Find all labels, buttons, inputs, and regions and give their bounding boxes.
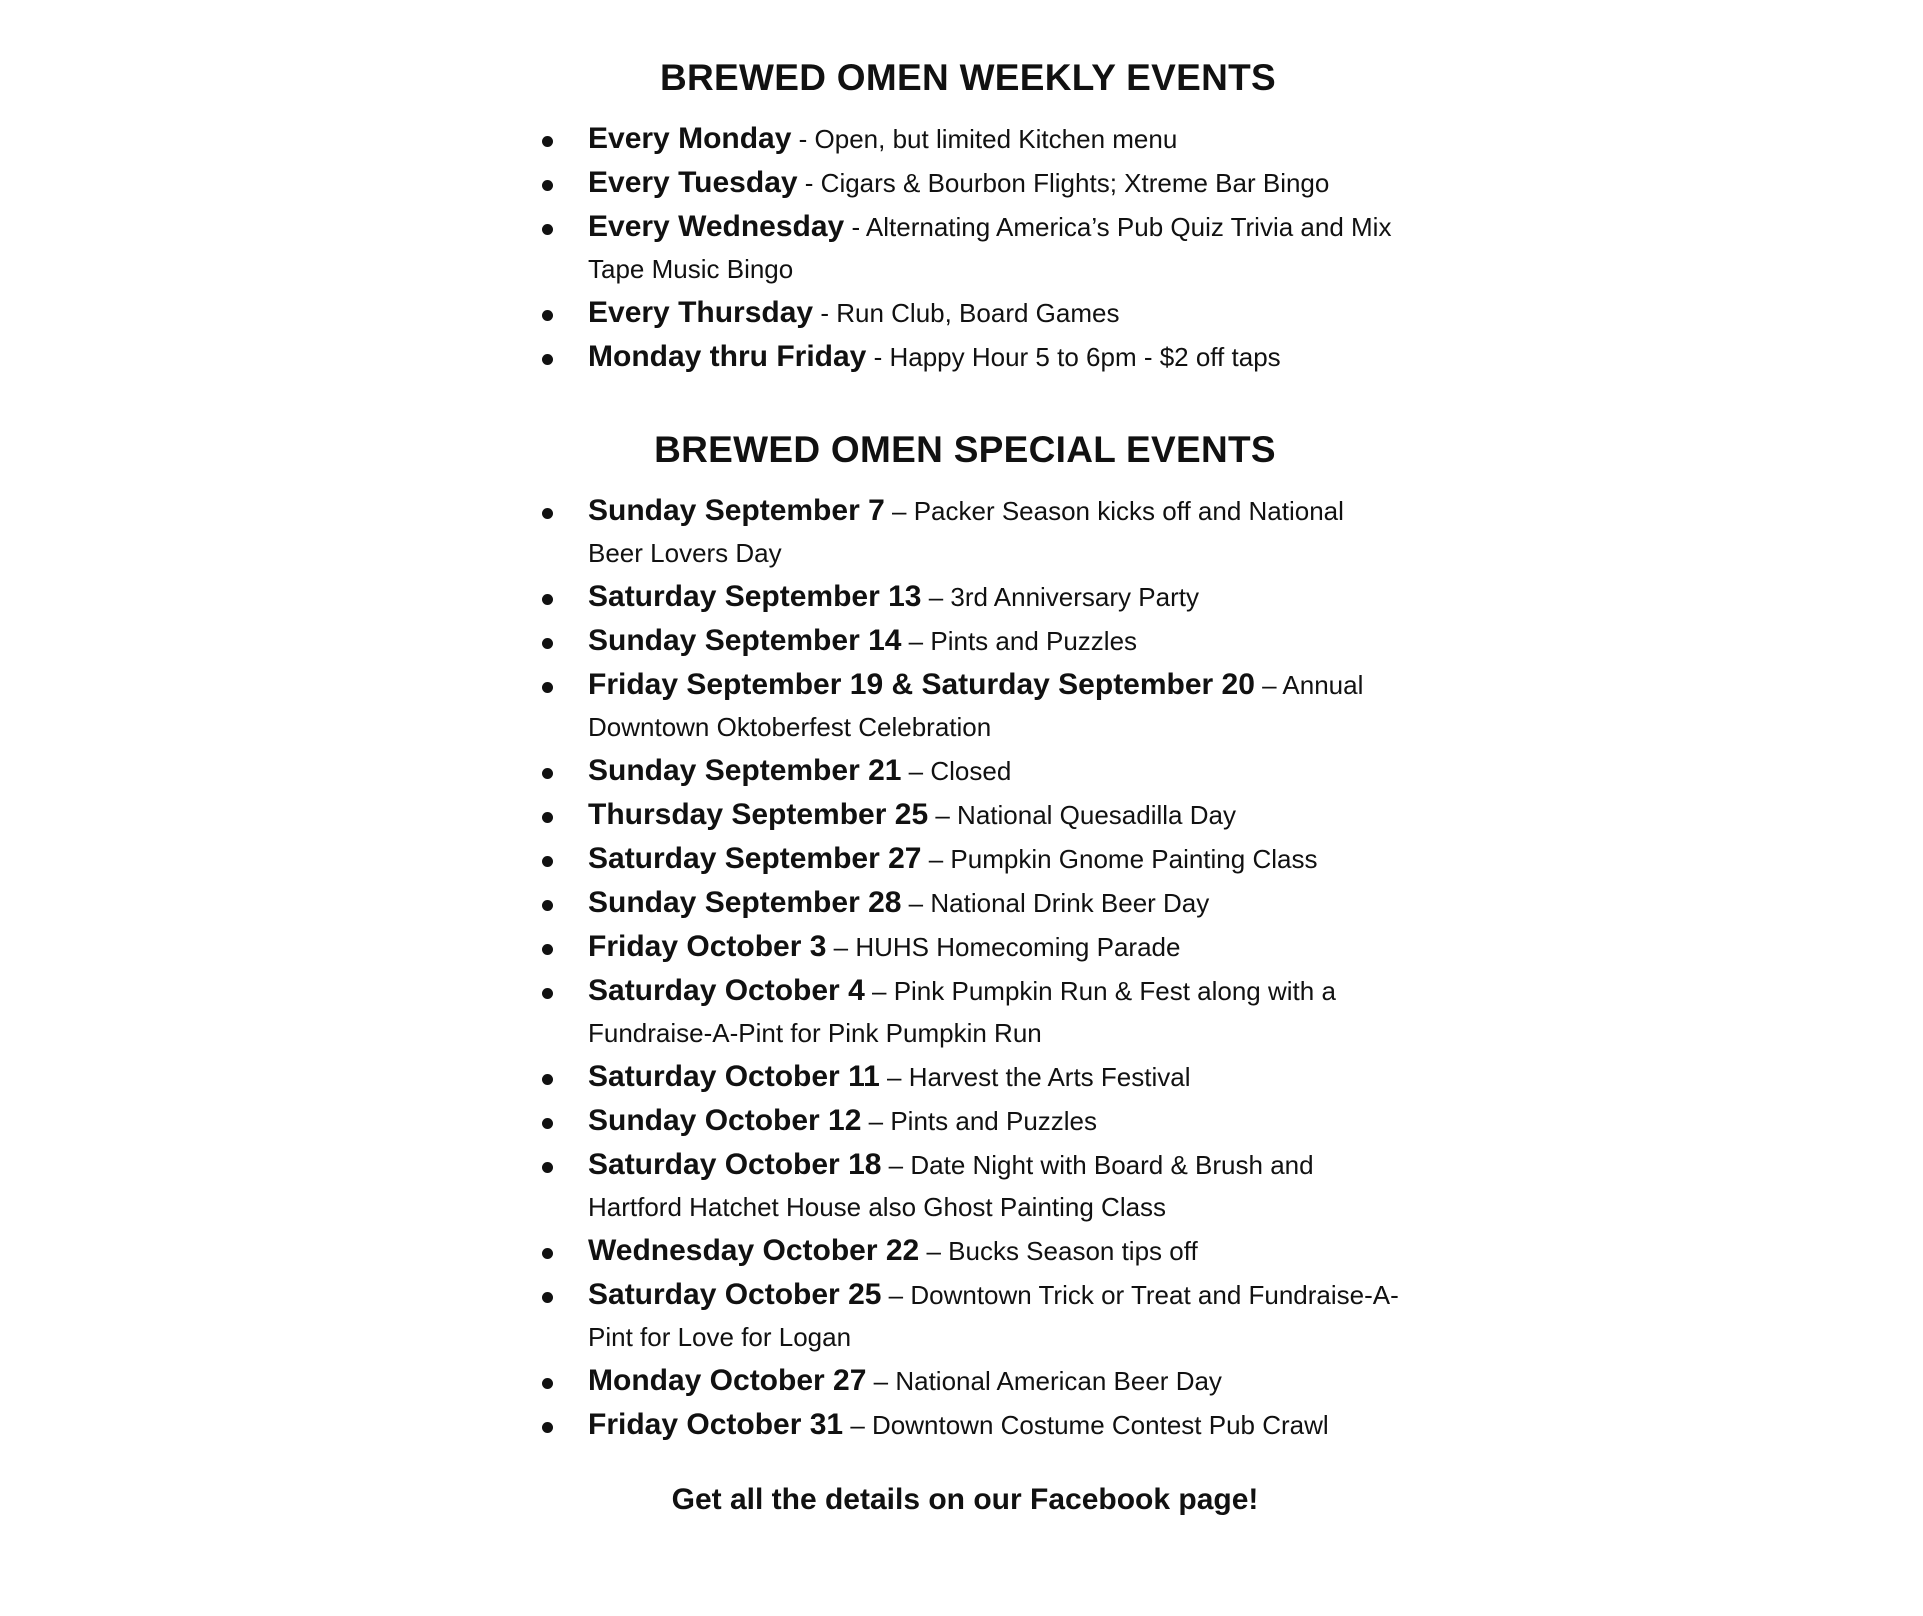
list-item [530,1056,1400,1098]
event-separator: – [861,1106,891,1136]
bullet-icon [542,856,553,867]
event-date: Sunday September 7 [588,494,885,527]
weekly-events-list [530,118,1400,378]
event-separator: - [866,342,890,372]
event-date: Saturday September 13 [588,580,922,613]
event-separator: – [928,800,958,830]
event-date: Sunday October 12 [588,1104,862,1137]
event-description: Date Night with Board & Brush and Hartford Hatchet House also Ghost Painting Class [588,1150,1314,1222]
bullet-icon [542,812,553,823]
event-separator: – [921,844,951,874]
event-day: Every Tuesday [588,166,798,199]
list-item [530,1230,1400,1272]
event-description: Run Club, Board Games [836,298,1120,328]
event-separator: – [881,1280,911,1310]
bullet-icon [542,224,553,235]
event-date: Saturday September 27 [588,842,922,875]
event-date: Saturday October 25 [588,1278,882,1311]
event-separator: - [813,298,837,328]
list-item [530,1144,1400,1228]
list-item [530,926,1400,968]
list-item [530,1404,1400,1446]
event-separator: - [844,212,866,242]
list-item [530,118,1400,160]
bullet-icon [542,944,553,955]
list-item [530,882,1400,924]
event-separator: – [884,496,914,526]
event-separator: - [797,168,821,198]
event-date: Saturday October 11 [588,1060,880,1093]
event-separator: – [881,1150,911,1180]
special-events-title: BREWED OMEN SPECIAL EVENTS [654,429,1276,470]
event-date: Friday September 19 & Saturday September 20 [588,668,1255,701]
bullet-icon [542,1292,553,1303]
event-description: Pints and Puzzles [890,1106,1098,1136]
bullet-icon [542,1248,553,1259]
event-separator: – [826,932,856,962]
event-description: Pints and Puzzles [930,626,1138,656]
list-item [530,620,1400,662]
special-events-list [530,490,1400,1446]
event-separator: – [866,1366,896,1396]
event-description: Downtown Trick or Treat and Fundraise-A-Pint for Love for Logan [588,1280,1399,1352]
event-description: Downtown Costume Contest Pub Crawl [872,1410,1329,1440]
event-description: Packer Season kicks off and National Beer Lovers Day [588,496,1344,568]
event-day: Every Monday [588,122,792,155]
event-description: National Quesadilla Day [957,800,1236,830]
event-date: Saturday October 18 [588,1148,882,1181]
list-item [530,336,1400,378]
event-date: Thursday September 25 [588,798,929,831]
event-separator: - [791,124,815,154]
list-item [530,794,1400,836]
event-description: HUHS Homecoming Parade [855,932,1181,962]
bullet-icon [542,136,553,147]
bullet-icon [542,988,553,999]
list-item [530,1274,1400,1358]
event-description: Happy Hour 5 to 6pm - $2 off taps [889,342,1281,372]
event-separator: – [921,582,951,612]
event-separator: – [864,976,894,1006]
event-separator: – [1254,670,1283,700]
event-description: Pumpkin Gnome Painting Class [950,844,1318,874]
bullet-icon [542,1074,553,1085]
list-item [530,292,1400,334]
event-description: Annual Downtown Oktoberfest Celebration [588,670,1364,742]
event-separator: – [901,626,931,656]
event-date: Wednesday October 22 [588,1234,920,1267]
facebook-callout: Get all the details on our Facebook page! [671,1483,1259,1516]
bullet-icon [542,310,553,321]
event-description: Pink Pumpkin Run & Fest along with a Fundraise-A-Pint for Pink Pumpkin Run [588,976,1336,1048]
event-date: Sunday September 28 [588,886,902,919]
event-separator: – [919,1236,949,1266]
event-date: Friday October 3 [588,930,827,963]
list-item [530,162,1400,204]
bullet-icon [542,768,553,779]
bullet-icon [542,180,553,191]
list-item [530,576,1400,618]
event-date: Monday October 27 [588,1364,867,1397]
event-date: Sunday September 21 [588,754,902,787]
event-day: Monday thru Friday [588,340,867,373]
bullet-icon [542,594,553,605]
event-day: Every Wednesday [588,210,845,243]
event-separator: – [901,888,931,918]
weekly-events-title: BREWED OMEN WEEKLY EVENTS [659,57,1277,98]
bullet-icon [542,354,553,365]
event-date: Sunday September 14 [588,624,902,657]
bullet-icon [542,638,553,649]
event-description: Bucks Season tips off [948,1236,1198,1266]
bullet-icon [542,900,553,911]
event-separator: – [901,756,931,786]
list-item [530,750,1400,792]
event-description: Open, but limited Kitchen menu [814,124,1178,154]
bullet-icon [542,508,553,519]
event-description: Cigars & Bourbon Flights; Xtreme Bar Bingo [820,168,1330,198]
list-item [530,1360,1400,1402]
bullet-icon [542,1378,553,1389]
event-day: Every Thursday [588,296,814,329]
event-separator: – [843,1410,873,1440]
list-item [530,206,1400,290]
list-item [530,490,1400,574]
event-description: 3rd Anniversary Party [950,582,1199,612]
event-separator: – [879,1062,909,1092]
event-description: Alternating America’s Pub Quiz Trivia and Mix Tape Music Bingo [588,212,1392,284]
events-document [530,48,1400,1524]
bullet-icon [542,1118,553,1129]
event-description: National Drink Beer Day [930,888,1210,918]
list-item [530,664,1400,748]
bullet-icon [542,1422,553,1433]
event-description: Closed [930,756,1012,786]
event-description: National American Beer Day [895,1366,1222,1396]
list-item [530,838,1400,880]
event-date: Saturday October 4 [588,974,865,1007]
list-item [530,970,1400,1054]
list-item [530,1100,1400,1142]
event-description: Harvest the Arts Festival [908,1062,1191,1092]
event-date: Friday October 31 [588,1408,844,1441]
bullet-icon [542,682,553,693]
bullet-icon [542,1162,553,1173]
